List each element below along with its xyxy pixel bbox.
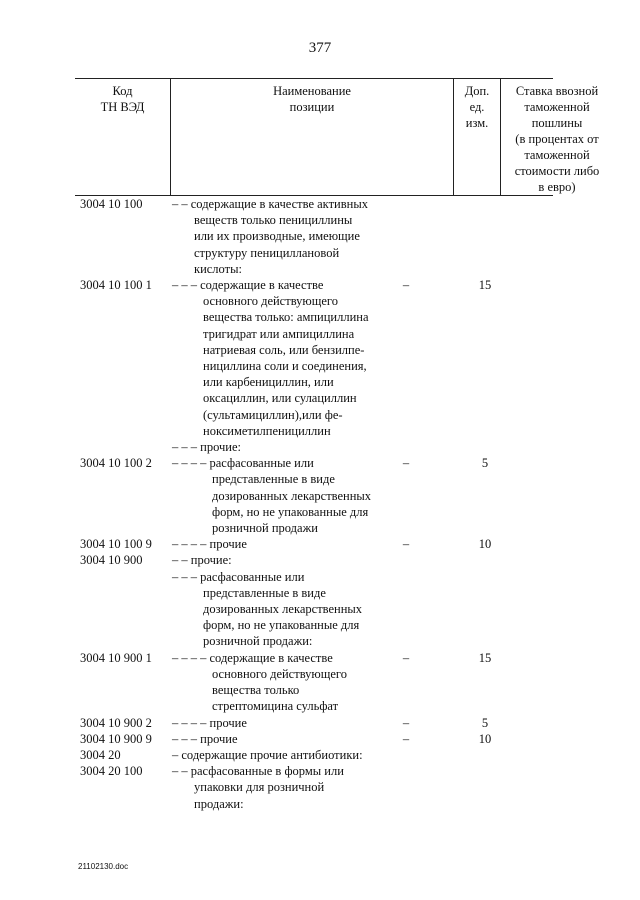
row-code: 3004 10 900 1 xyxy=(80,650,152,665)
description-line: – содержащие прочие антибиотики: xyxy=(172,747,363,762)
description-line: – – – содержащие в качестве xyxy=(172,278,324,293)
description-line: дозированных лекарственных xyxy=(212,488,372,503)
row-rate: 10 xyxy=(478,731,492,746)
row-description xyxy=(172,439,387,455)
footer-filename: 21102130.doc xyxy=(78,862,129,871)
row-description xyxy=(172,650,387,715)
row-code: 3004 10 900 9 xyxy=(80,731,152,746)
description-line: веществ только пенициллины xyxy=(194,213,353,228)
row-code: 3004 20 100 xyxy=(80,764,143,779)
header-rate-line: в евро) xyxy=(538,180,576,194)
header-code xyxy=(75,79,170,195)
header-rate-line: (в процентах от xyxy=(515,132,599,146)
header-code-line: Код xyxy=(112,84,133,98)
table-header xyxy=(75,78,600,196)
description-line: ноксиметилпенициллин xyxy=(203,423,331,438)
description-line: (сультамициллин),или фе- xyxy=(203,407,343,422)
description-line: представленные в виде xyxy=(212,472,335,487)
description-line: нициллина соли и соединения, xyxy=(203,359,367,374)
row-rate: 5 xyxy=(481,715,489,730)
row-code: 3004 10 100 9 xyxy=(80,537,152,552)
header-rate-line: таможенной xyxy=(524,148,590,162)
header-rate-line: стоимости либо xyxy=(514,164,600,178)
description-line: структуру пенициллановой xyxy=(194,245,340,260)
row-unit: – xyxy=(402,456,410,471)
row-unit: – xyxy=(402,715,410,730)
header-name-line: позиции xyxy=(289,100,335,114)
table-row xyxy=(0,196,640,277)
row-rate: 15 xyxy=(478,278,492,293)
description-line: стрептомицина сульфат xyxy=(212,699,339,714)
row-description xyxy=(172,455,387,536)
row-code: 3004 10 100 1 xyxy=(80,278,152,293)
table-row xyxy=(0,569,640,650)
description-line: кислоты: xyxy=(194,261,242,276)
row-description xyxy=(172,747,387,763)
description-line: вещества только xyxy=(212,683,300,698)
description-line: дозированных лекарственных xyxy=(203,602,363,617)
table-row xyxy=(0,650,640,715)
page-number: 377 xyxy=(308,40,332,56)
description-line: или карбенициллин, или xyxy=(203,375,334,390)
description-line: форм, но не упакованные для xyxy=(212,504,369,519)
header-rate-line: Ставка ввозной xyxy=(515,84,599,98)
header-name-line: Наименование xyxy=(273,84,351,98)
header-rate-line: таможенной xyxy=(524,100,590,114)
description-line: – – расфасованные в формы или xyxy=(172,764,344,779)
description-line: представленные в виде xyxy=(203,585,326,600)
row-code: 3004 10 900 xyxy=(80,553,143,568)
row-description xyxy=(172,763,387,812)
row-description xyxy=(172,536,387,552)
row-description xyxy=(172,731,387,747)
description-line: розничной продажи: xyxy=(203,634,313,649)
table-row xyxy=(0,455,640,536)
row-code: 3004 20 xyxy=(80,747,121,762)
description-line: упаковки для розничной xyxy=(194,780,325,795)
description-line: розничной продажи xyxy=(212,521,318,536)
header-rate xyxy=(500,79,613,195)
description-line: или их производные, имеющие xyxy=(194,229,360,244)
table-row xyxy=(0,731,640,747)
row-code: 3004 10 900 2 xyxy=(80,715,152,730)
description-line: – – содержащие в качестве активных xyxy=(172,197,368,211)
header-code-line: ТН ВЭД xyxy=(100,100,145,114)
description-line: оксациллин, или сулациллин xyxy=(203,391,357,406)
description-line: вещества только: ампициллина xyxy=(203,310,369,325)
table-row xyxy=(0,552,640,568)
description-line: тригидрат или ампициллина xyxy=(203,326,355,341)
description-line: – – – – содержащие в качестве xyxy=(172,650,333,665)
table-row xyxy=(0,715,640,731)
row-description xyxy=(172,196,387,277)
description-line: натриевая соль, или бензилпе- xyxy=(203,342,365,357)
header-rate-line: пошлины xyxy=(531,116,583,130)
description-line: – – – прочие: xyxy=(172,440,241,455)
row-unit: – xyxy=(402,537,410,552)
row-description xyxy=(172,569,387,650)
row-description xyxy=(172,277,387,439)
row-code: 3004 10 100 2 xyxy=(80,456,152,471)
description-line: форм, но не упакованные для xyxy=(203,618,360,633)
header-unit-line: Доп. xyxy=(464,84,490,98)
table-row xyxy=(0,536,640,552)
header-name xyxy=(170,79,453,195)
header-unit-line: изм. xyxy=(465,116,489,130)
header-unit-line: ед. xyxy=(469,100,485,114)
description-line: – – – – прочие xyxy=(172,715,247,730)
table-row xyxy=(0,439,640,455)
description-line: – – прочие: xyxy=(172,553,232,568)
header-unit xyxy=(453,79,500,195)
description-line: – – – расфасованные или xyxy=(172,569,305,584)
description-line: – – – – расфасованные или xyxy=(172,456,314,471)
description-line: основного действующего xyxy=(203,294,338,309)
row-unit: – xyxy=(402,650,410,665)
description-line: основного действующего xyxy=(212,666,347,681)
row-unit: – xyxy=(402,731,410,746)
table-row xyxy=(0,763,640,812)
row-description xyxy=(172,715,387,731)
tariff-rows xyxy=(0,196,640,812)
row-rate: 15 xyxy=(478,650,492,665)
row-rate: 10 xyxy=(478,537,492,552)
row-description xyxy=(172,552,387,568)
table-row xyxy=(0,747,640,763)
row-unit: – xyxy=(402,278,410,293)
row-code: 3004 10 100 xyxy=(80,197,143,211)
description-line: – – – – прочие xyxy=(172,537,247,552)
table-row xyxy=(0,277,640,439)
description-line: продажи: xyxy=(194,796,244,811)
row-rate: 5 xyxy=(481,456,489,471)
description-line: – – – прочие xyxy=(172,731,238,746)
